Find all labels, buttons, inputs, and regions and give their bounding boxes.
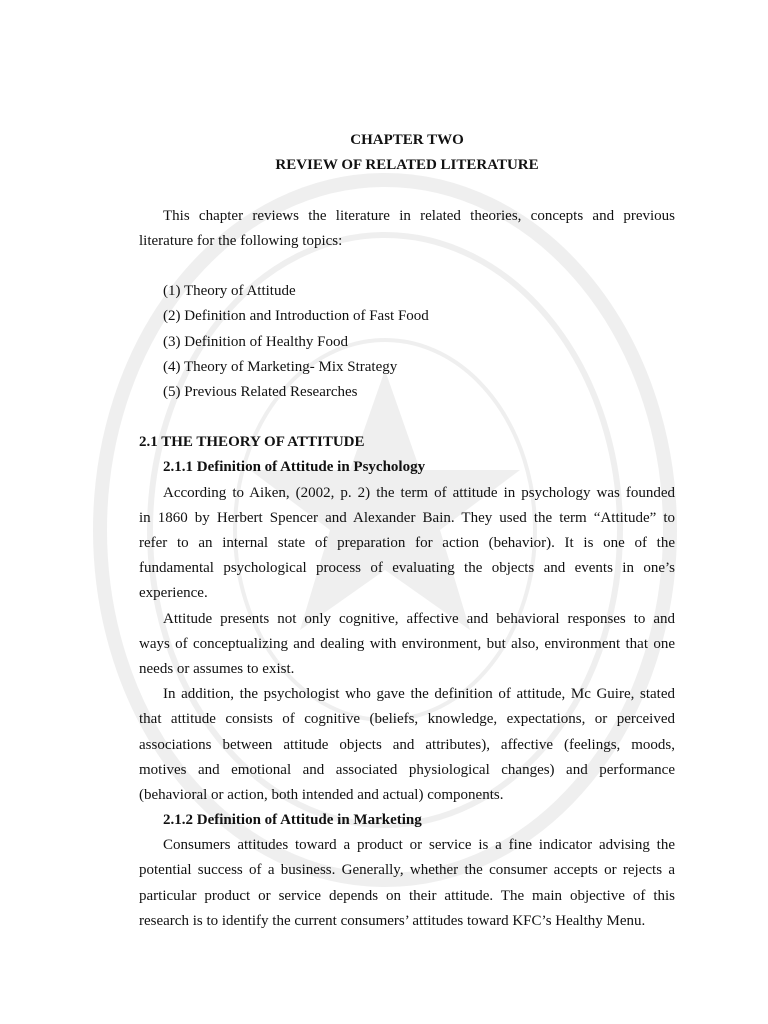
para3-line-3: associations between attitude objects and attributes), affective (feelings, moods,: [139, 736, 675, 753]
intro-line-2: literature for the following topics:: [139, 232, 343, 249]
para1-line-2: in 1860 by Herbert Spencer and Alexander Bain. They used the term “Attitude” to: [139, 509, 675, 526]
topic-item-1: (1) Theory of Attitude: [163, 283, 296, 300]
topic-item-3: (3) Definition of Healthy Food: [163, 333, 348, 350]
para1-line-5: experience.: [139, 585, 208, 602]
para3-line-1: In addition, the psychologist who gave the definition of attitude, Mc Guire, stated: [163, 686, 675, 703]
para1-line-4: fundamental psychological process of evaluating the objects and events in one’s: [139, 560, 675, 577]
chapter-title: CHAPTER TWO: [350, 132, 464, 148]
para4-line-2: potential success of a business. Generally, whether the consumer accepts or rejects a: [139, 862, 675, 879]
section-heading-2-1: 2.1 THE THEORY OF ATTITUDE: [139, 434, 365, 451]
para3-line-2: that attitude consists of cognitive (beliefs, knowledge, expectations, or perceived: [139, 711, 675, 728]
para4-line-1: Consumers attitudes toward a product or service is a fine indicator advising the: [163, 837, 675, 854]
para3-line-5: (behavioral or action, both intended and actual) components.: [139, 786, 504, 803]
para3-line-4: motives and emotional and associated physiological changes) and performance: [139, 761, 675, 778]
subsection-heading-2-1-2: 2.1.2 Definition of Attitude in Marketing: [163, 812, 422, 829]
para2-line-2: ways of conceptualizing and dealing with environment, but also, environment that one: [139, 635, 675, 652]
para2-line-1: Attitude presents not only cognitive, affective and behavioral responses to and: [163, 610, 675, 627]
para4-line-4: research is to identify the current consumers’ attitudes toward KFC’s Healthy Menu.: [139, 912, 646, 929]
para4-line-3: particular product or service depends on their attitude. The main objective of this: [139, 887, 675, 904]
topic-item-4: (4) Theory of Marketing- Mix Strategy: [163, 358, 398, 375]
intro-line-1: This chapter reviews the literature in related theories, concepts and previous: [163, 207, 675, 224]
topic-item-5: (5) Previous Related Researches: [163, 383, 358, 400]
para1-line-1: According to Aiken, (2002, p. 2) the term of attitude in psychology was founded: [163, 484, 675, 501]
page-content: [139, 128, 675, 934]
topic-item-2: (2) Definition and Introduction of Fast Food: [163, 308, 429, 325]
subsection-heading-2-1-1: 2.1.1 Definition of Attitude in Psychology: [163, 459, 426, 476]
spacer: [139, 254, 675, 279]
spacer: [139, 178, 675, 203]
para2-line-3: needs or assumes to exist.: [139, 660, 295, 677]
spacer: [139, 405, 675, 430]
chapter-subtitle: REVIEW OF RELATED LITERATURE: [275, 157, 539, 174]
para1-line-3: refer to an internal state of preparation for action (behavior). It is one of the: [139, 535, 675, 551]
